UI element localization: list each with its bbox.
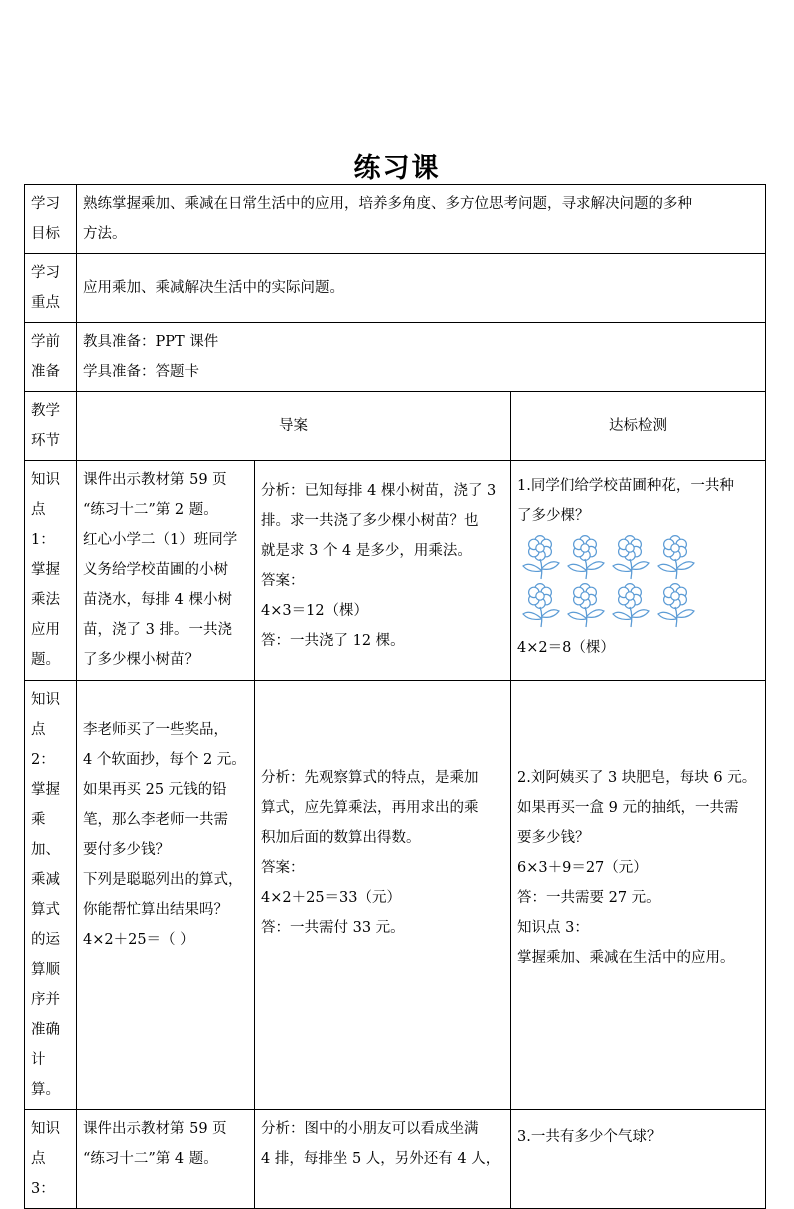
text-line: 6×3＋9＝27（元） (517, 860, 648, 876)
text-line: 答：一共需付 33 元。 (261, 920, 405, 936)
text-line: 积加后面的数算出得数。 (261, 830, 421, 846)
flower-icon (656, 583, 700, 629)
text-line: 3.一共有多少个气球？ (517, 1129, 662, 1145)
page-title: 练习课 (353, 153, 441, 184)
check-knowledge-3 (511, 1110, 766, 1209)
text-line: 你能帮忙算出结果吗？ (83, 902, 228, 918)
header-guide: 导案 (77, 392, 511, 461)
text-line: 教具准备：PPT 课件 (83, 334, 219, 350)
text-line: 要多少钱？ (517, 830, 590, 846)
text-line: 答：一共浇了 12 棵。 (261, 633, 405, 649)
text-line: 2.刘阿姨买了 3 块肥皂，每块 6 元。 (517, 770, 757, 786)
analysis-knowledge-1 (255, 461, 511, 681)
text-line: 答：一共需要 27 元。 (517, 890, 661, 906)
row-header (25, 392, 766, 461)
row-learning-key (25, 254, 766, 323)
text-line: 分析：图中的小朋友可以看成坐满 (261, 1121, 479, 1137)
label-knowledge-1: 知识 点 1： 掌握 乘法 应用 题。 (25, 461, 77, 681)
flower-icon (611, 583, 655, 629)
text-line: 掌握乘加、乘减在生活中的应用。 (517, 950, 735, 966)
text-line: 了多少棵？ (517, 508, 590, 524)
text-line: 4×3＝12（棵） (261, 603, 369, 619)
flower-icon (611, 535, 655, 581)
flower-icon (521, 535, 565, 581)
row-knowledge-2 (25, 681, 766, 1110)
text-line: 方法。 (83, 226, 127, 242)
check-knowledge-2 (511, 681, 766, 1110)
label-learning-goals: 学习 目标 (25, 185, 77, 254)
check-knowledge-1 (511, 461, 766, 681)
label-knowledge-3: 知识 点 3： (25, 1110, 77, 1209)
label-preparation: 学前 准备 (25, 323, 77, 392)
guide-knowledge-2 (77, 681, 255, 1110)
text-line: 排。求一共浇了多少棵小树苗？也 (261, 513, 479, 529)
text-line: 要付多少钱？ (83, 842, 170, 858)
flower-illustration (521, 535, 759, 629)
text-line: 下列是聪聪列出的算式， (83, 872, 243, 888)
label-teaching-step: 教学 环节 (25, 392, 77, 461)
flower-icon (566, 535, 610, 581)
text-line: 4×2＋25＝33（元） (261, 890, 402, 906)
row-learning-goals (25, 185, 766, 254)
content-learning-goals (77, 185, 766, 254)
text-line: 如果再买 25 元钱的铅 (83, 782, 227, 798)
guide-knowledge-1 (77, 461, 255, 681)
text-line: 了多少棵小树苗？ (83, 652, 199, 668)
text-line: 分析：已知每排 4 棵小树苗，浇了 3 (261, 483, 497, 499)
text-line: 苗浇水，每排 4 棵小树 (83, 592, 232, 608)
text-line: 答案： (261, 573, 305, 589)
text-line: “练习十二”第 2 题。 (83, 502, 218, 518)
text-line: 4 个软面抄，每个 2 元。 (83, 752, 246, 768)
header-check: 达标检测 (511, 392, 766, 461)
lesson-table (24, 184, 766, 1209)
content-learning-key (77, 254, 766, 323)
flower-icon (566, 583, 610, 629)
flower-icon (521, 583, 565, 629)
text-line: 课件出示教材第 59 页 (83, 1121, 227, 1137)
text-line: 答案： (261, 860, 305, 876)
content-preparation (77, 323, 766, 392)
text-line: 知识点 3： (517, 920, 589, 936)
label-knowledge-2: 知识 点 2： 掌握 乘加、 乘减 算式 的运 算顺 序并 准确 计算。 (25, 681, 77, 1110)
text-line: 就是求 3 个 4 是多少，用乘法。 (261, 543, 472, 559)
text-line: 义务给学校苗圃的小树 (83, 562, 228, 578)
text-line: 4×2＝8（棵） (517, 640, 615, 656)
text-line: 4 排，每排坐 5 人，另外还有 4 人， (261, 1151, 501, 1167)
text-line: 1.同学们给学校苗圃种花，一共种 (517, 478, 734, 494)
text-line: 熟练掌握乘加、乘减在日常生活中的应用，培养多角度、多方位思考问题，寻求解决问题的多种 (83, 196, 692, 212)
analysis-knowledge-2 (255, 681, 511, 1110)
text-line: 如果再买一盒 9 元的抽纸，一共需 (517, 800, 739, 816)
text-line: 应用乘加、乘减解决生活中的实际问题。 (83, 280, 344, 296)
text-line: 4×2＋25＝（ ） (83, 932, 195, 948)
text-line: 李老师买了一些奖品， (83, 722, 228, 738)
text-line: 算式，应先算乘法，再用求出的乘 (261, 800, 479, 816)
text-line: 课件出示教材第 59 页 (83, 472, 227, 488)
row-knowledge-1 (25, 461, 766, 681)
text-line: 红心小学二（1）班同学 (83, 532, 238, 548)
row-preparation (25, 323, 766, 392)
label-learning-key: 学习 重点 (25, 254, 77, 323)
row-knowledge-3 (25, 1110, 766, 1209)
text-line: 分析：先观察算式的特点，是乘加 (261, 770, 479, 786)
flower-icon (656, 535, 700, 581)
text-line: 学具准备：答题卡 (83, 364, 199, 380)
analysis-knowledge-3 (255, 1110, 511, 1209)
guide-knowledge-3 (77, 1110, 255, 1209)
text-line: 笔，那么李老师一共需 (83, 812, 228, 828)
text-line: 苗，浇了 3 排。一共浇 (83, 622, 232, 638)
text-line: “练习十二”第 4 题。 (83, 1151, 218, 1167)
